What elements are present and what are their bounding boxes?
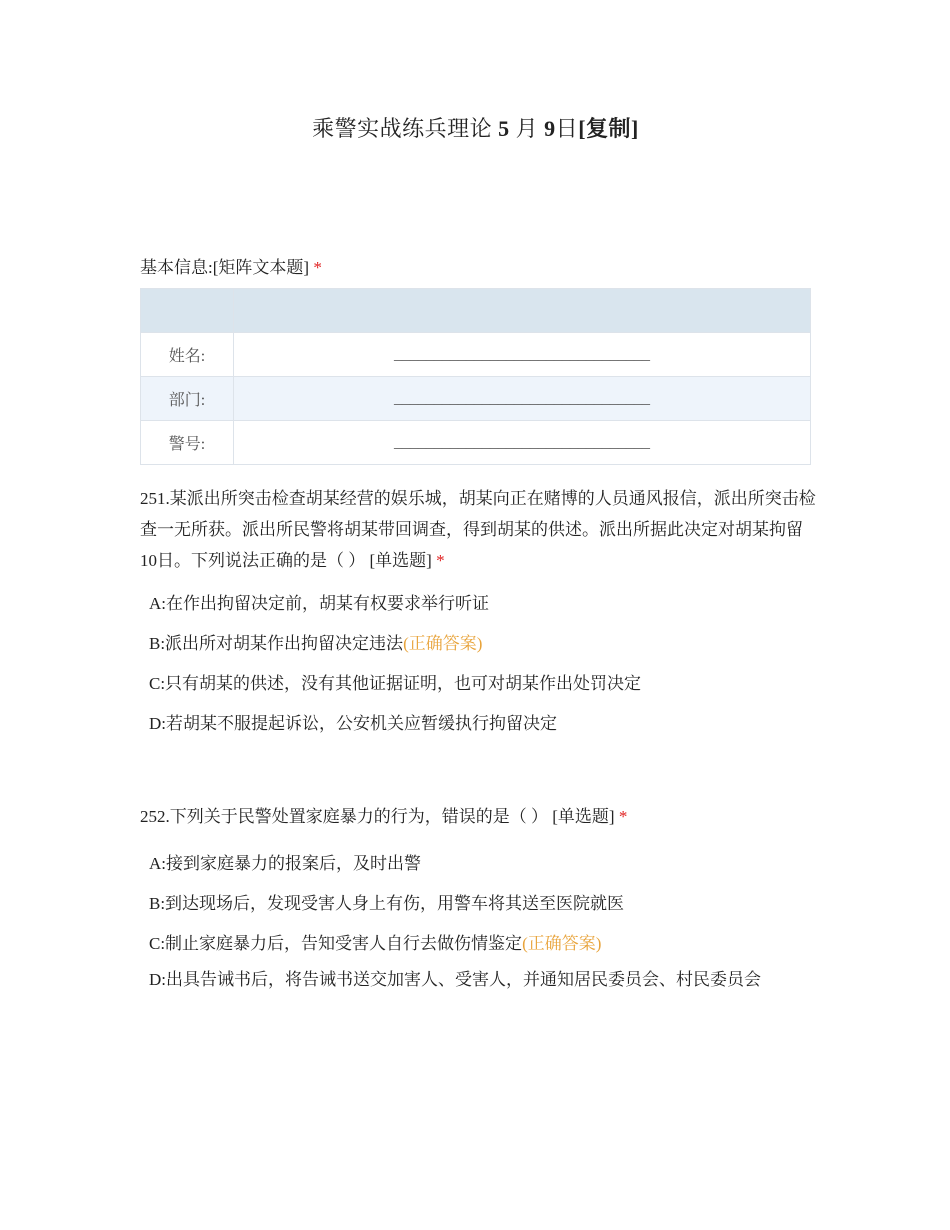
option-list bbox=[140, 844, 816, 992]
question-stem: 251.某派出所突击检查胡某经营的娱乐城，胡某向正在赌博的人员通风报信，派出所突击检查一无所获。派出所民警将胡某带回调查，得到胡某的供述。派出所据此决定对胡某拘留10日。下列说法正确的是（ ） bbox=[140, 489, 816, 570]
matrix-row-name bbox=[141, 333, 811, 377]
question-251 bbox=[140, 483, 816, 744]
option-text: C:只有胡某的供述，没有其他证据证明，也可对胡某作出处罚决定 bbox=[149, 674, 642, 693]
question-type-tag: [单选题] bbox=[369, 551, 432, 570]
title-month-number: 5 bbox=[498, 116, 510, 141]
matrix-header-label-cell bbox=[141, 289, 234, 333]
question-stem: 252.下列关于民警处置家庭暴力的行为，错误的是（ ） bbox=[140, 807, 548, 826]
matrix-header-value-cell bbox=[234, 289, 811, 333]
title-prefix: 乘警实战练兵理论 bbox=[312, 116, 493, 141]
matrix-row-badge-number bbox=[141, 421, 811, 465]
badge-number-input[interactable]: ________________________________ bbox=[234, 421, 811, 465]
matrix-row-label: 警号: bbox=[141, 421, 234, 465]
matrix-row-label: 姓名: bbox=[141, 333, 234, 377]
title-day: 日 bbox=[555, 116, 579, 141]
matrix-row-label: 部门: bbox=[141, 377, 234, 421]
correct-answer-mark: (正确答案) bbox=[403, 634, 483, 653]
basic-info-matrix bbox=[140, 288, 811, 465]
option-text: A:在作出拘留决定前，胡某有权要求举行听证 bbox=[149, 594, 489, 613]
matrix-row-department bbox=[141, 377, 811, 421]
option-text: D:若胡某不服提起诉讼，公安机关应暂缓执行拘留决定 bbox=[149, 714, 557, 733]
option-list bbox=[140, 584, 816, 744]
option-c[interactable] bbox=[149, 664, 816, 704]
required-mark: * bbox=[313, 258, 322, 277]
department-input[interactable]: ________________________________ bbox=[234, 377, 811, 421]
question-text bbox=[140, 801, 816, 832]
correct-answer-mark: (正确答案) bbox=[522, 934, 602, 953]
matrix-header-row bbox=[141, 289, 811, 333]
title-month: 月 bbox=[515, 116, 539, 141]
title-day-number: 9 bbox=[544, 116, 556, 141]
basic-info-type-tag: [矩阵文本题] bbox=[212, 258, 310, 277]
option-c[interactable] bbox=[149, 924, 816, 964]
option-a[interactable] bbox=[149, 844, 816, 884]
page-title bbox=[140, 112, 811, 143]
option-d[interactable] bbox=[149, 968, 816, 992]
option-a[interactable] bbox=[149, 584, 816, 624]
question-252 bbox=[140, 801, 816, 992]
question-text bbox=[140, 483, 816, 576]
option-d[interactable] bbox=[149, 704, 816, 744]
option-text: C:制止家庭暴力后，告知受害人自行去做伤情鉴定 bbox=[149, 934, 523, 953]
option-b[interactable] bbox=[149, 624, 816, 664]
basic-info-label bbox=[140, 253, 322, 278]
name-input[interactable]: ________________________________ bbox=[234, 333, 811, 377]
option-b[interactable] bbox=[149, 884, 816, 924]
required-mark: * bbox=[436, 551, 445, 570]
basic-info-title: 基本信息: bbox=[140, 258, 213, 277]
title-copy-tag: [复制] bbox=[578, 116, 639, 141]
option-text: B:派出所对胡某作出拘留决定违法 bbox=[149, 634, 404, 653]
required-mark: * bbox=[618, 807, 628, 826]
question-type-tag: [单选题] bbox=[552, 807, 615, 826]
option-text: A:接到家庭暴力的报案后，及时出警 bbox=[149, 854, 421, 873]
option-text: B:到达现场后，发现受害人身上有伤，用警车将其送至医院就医 bbox=[149, 894, 625, 913]
option-text: D:出具告诫书后，将告诫书送交加害人、受害人，并通知居民委员会、村民委员会 bbox=[149, 970, 761, 989]
